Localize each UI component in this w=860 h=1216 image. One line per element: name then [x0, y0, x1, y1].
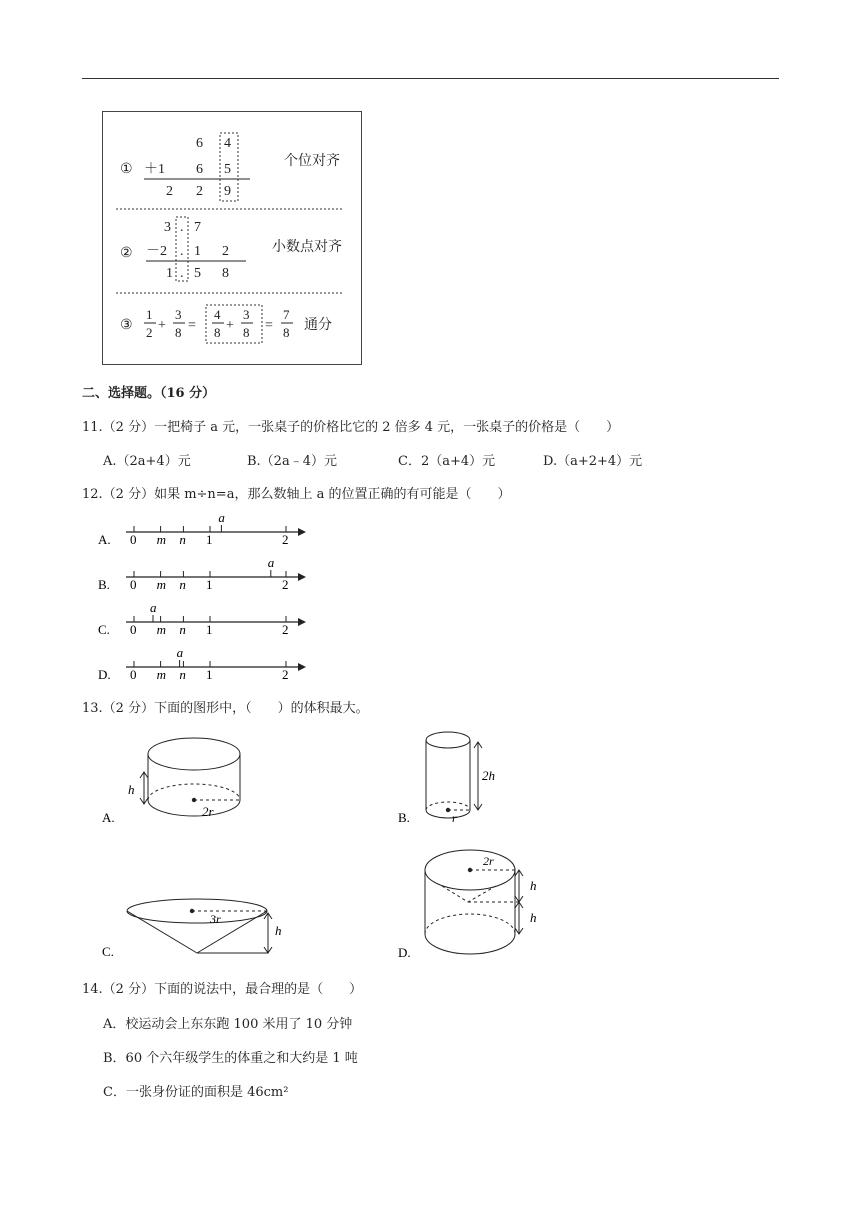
svg-text:5: 5	[194, 266, 201, 281]
svg-text:－2: －2	[146, 244, 167, 259]
svg-text:7: 7	[194, 220, 201, 235]
tick-label: n	[179, 532, 186, 547]
q11-option-d: D.（a+2+4）元	[543, 454, 643, 469]
tick-label: n	[179, 622, 186, 637]
tick-label: 1	[206, 532, 213, 547]
tick-label: 0	[130, 667, 137, 682]
svg-text:2r: 2r	[202, 804, 214, 819]
tick-label: 1	[206, 622, 213, 637]
tick-label: 2	[282, 622, 289, 637]
tick-label: 0	[130, 577, 137, 592]
note-3: 通分	[304, 318, 332, 333]
tick-label: m	[156, 667, 166, 682]
tick-label: 2	[282, 577, 289, 592]
label-b: B.	[398, 810, 410, 825]
svg-text:1: 1	[194, 244, 201, 259]
tick-label: n	[179, 577, 186, 592]
q11-option-b: B.（2a﹣4）元	[247, 454, 337, 469]
tick-label: 1	[206, 577, 213, 592]
svg-text:2: 2	[222, 244, 229, 259]
svg-text:3: 3	[175, 307, 182, 322]
q14-option-a: A．校运动会上东东跑 100 米用了 10 分钟	[103, 1017, 353, 1032]
q11-option-a: A.（2a+4）元	[103, 454, 191, 469]
q13-stem: 13.（2 分）下面的图形中，（ ）的体积最大。	[82, 701, 369, 716]
tick-label: 2	[282, 532, 289, 547]
axis-arrow-icon	[298, 663, 306, 671]
tick-label: m	[156, 532, 166, 547]
axis-arrow-icon	[298, 573, 306, 581]
note-1: 个位对齐	[284, 154, 340, 169]
svg-text:2r: 2r	[483, 854, 494, 868]
q13-figure-a	[98, 728, 258, 828]
svg-text:2: 2	[146, 325, 153, 340]
svg-text:8: 8	[175, 325, 182, 340]
svg-text:.: .	[180, 244, 184, 259]
svg-text:=: =	[188, 318, 196, 333]
svg-text:2h: 2h	[482, 768, 495, 783]
svg-text:8: 8	[222, 266, 229, 281]
svg-text:+: +	[226, 318, 234, 333]
option-label: B.	[98, 577, 110, 592]
svg-text:5: 5	[224, 162, 231, 177]
a-marker-label: a	[218, 510, 225, 525]
svg-text:.: .	[180, 220, 184, 235]
marker-2: ②	[120, 246, 133, 261]
svg-text:8: 8	[214, 325, 221, 340]
q13-figure-b	[396, 728, 526, 828]
q13-figure-c	[98, 885, 298, 961]
svg-text:h: h	[530, 910, 537, 925]
tick-label: m	[156, 622, 166, 637]
svg-text:2: 2	[166, 184, 173, 199]
note-2: 小数点对齐	[272, 240, 342, 255]
alignment-examples-figure	[102, 111, 362, 365]
svg-text:1: 1	[166, 266, 173, 281]
marker-1: ①	[120, 162, 133, 177]
a-marker-label: a	[150, 600, 157, 615]
q11-option-c: C．2（a+4）元	[398, 454, 496, 469]
svg-text:8: 8	[283, 325, 290, 340]
svg-text:4: 4	[214, 307, 221, 322]
option-label: C.	[98, 622, 110, 637]
a-marker-label: a	[176, 645, 184, 660]
svg-text:.: .	[180, 266, 184, 281]
svg-text:2: 2	[196, 184, 203, 199]
label-d: D.	[398, 945, 411, 960]
svg-text:+: +	[158, 318, 166, 333]
marker-3: ③	[120, 318, 133, 333]
axis-arrow-icon	[298, 618, 306, 626]
svg-text:3r: 3r	[210, 912, 221, 926]
q14-option-c: C．一张身份证的面积是 46cm²	[103, 1085, 289, 1100]
svg-text:6: 6	[196, 162, 203, 177]
tick-label: 0	[130, 622, 137, 637]
q13-figure-d	[396, 842, 556, 962]
q12-number-lines	[98, 508, 328, 686]
svg-text:=: =	[265, 318, 273, 333]
q12-stem: 12.（2 分）如果 m÷n=a，那么数轴上 a 的位置正确的有可能是（ ）	[82, 487, 511, 502]
tick-label: m	[156, 577, 166, 592]
option-label: A.	[98, 532, 111, 547]
tick-label: 1	[206, 667, 213, 682]
label-a: A.	[102, 810, 115, 825]
svg-text:＋1: ＋1	[144, 162, 165, 177]
svg-text:7: 7	[283, 307, 290, 322]
svg-text:h: h	[530, 878, 537, 893]
svg-text:h: h	[128, 782, 135, 797]
tick-label: n	[179, 667, 186, 682]
svg-text:8: 8	[243, 325, 250, 340]
label-c: C.	[102, 944, 114, 959]
header-rule	[82, 78, 779, 79]
a-marker-label: a	[267, 555, 275, 570]
option-label: D.	[98, 667, 111, 682]
svg-text:h: h	[275, 923, 282, 938]
tick-label: 0	[130, 532, 137, 547]
section-title: 二、选择题。（16 分）	[82, 386, 216, 401]
svg-text:1: 1	[146, 307, 153, 322]
q14-stem: 14.（2 分）下面的说法中，最合理的是（ ）	[82, 982, 363, 997]
svg-text:6: 6	[196, 136, 203, 151]
svg-text:3: 3	[164, 220, 171, 235]
svg-text:4: 4	[224, 136, 231, 151]
svg-text:3: 3	[243, 307, 250, 322]
tick-label: 2	[282, 667, 289, 682]
axis-arrow-icon	[298, 528, 306, 536]
svg-text:r: r	[452, 811, 457, 825]
svg-text:9: 9	[224, 184, 231, 199]
q11-stem: 11.（2 分）一把椅子 a 元，一张桌子的价格比它的 2 倍多 4 元，一张桌子的价格是（ ）	[82, 420, 620, 435]
q14-option-b: B．60 个六年级学生的体重之和大约是 1 吨	[103, 1051, 358, 1066]
